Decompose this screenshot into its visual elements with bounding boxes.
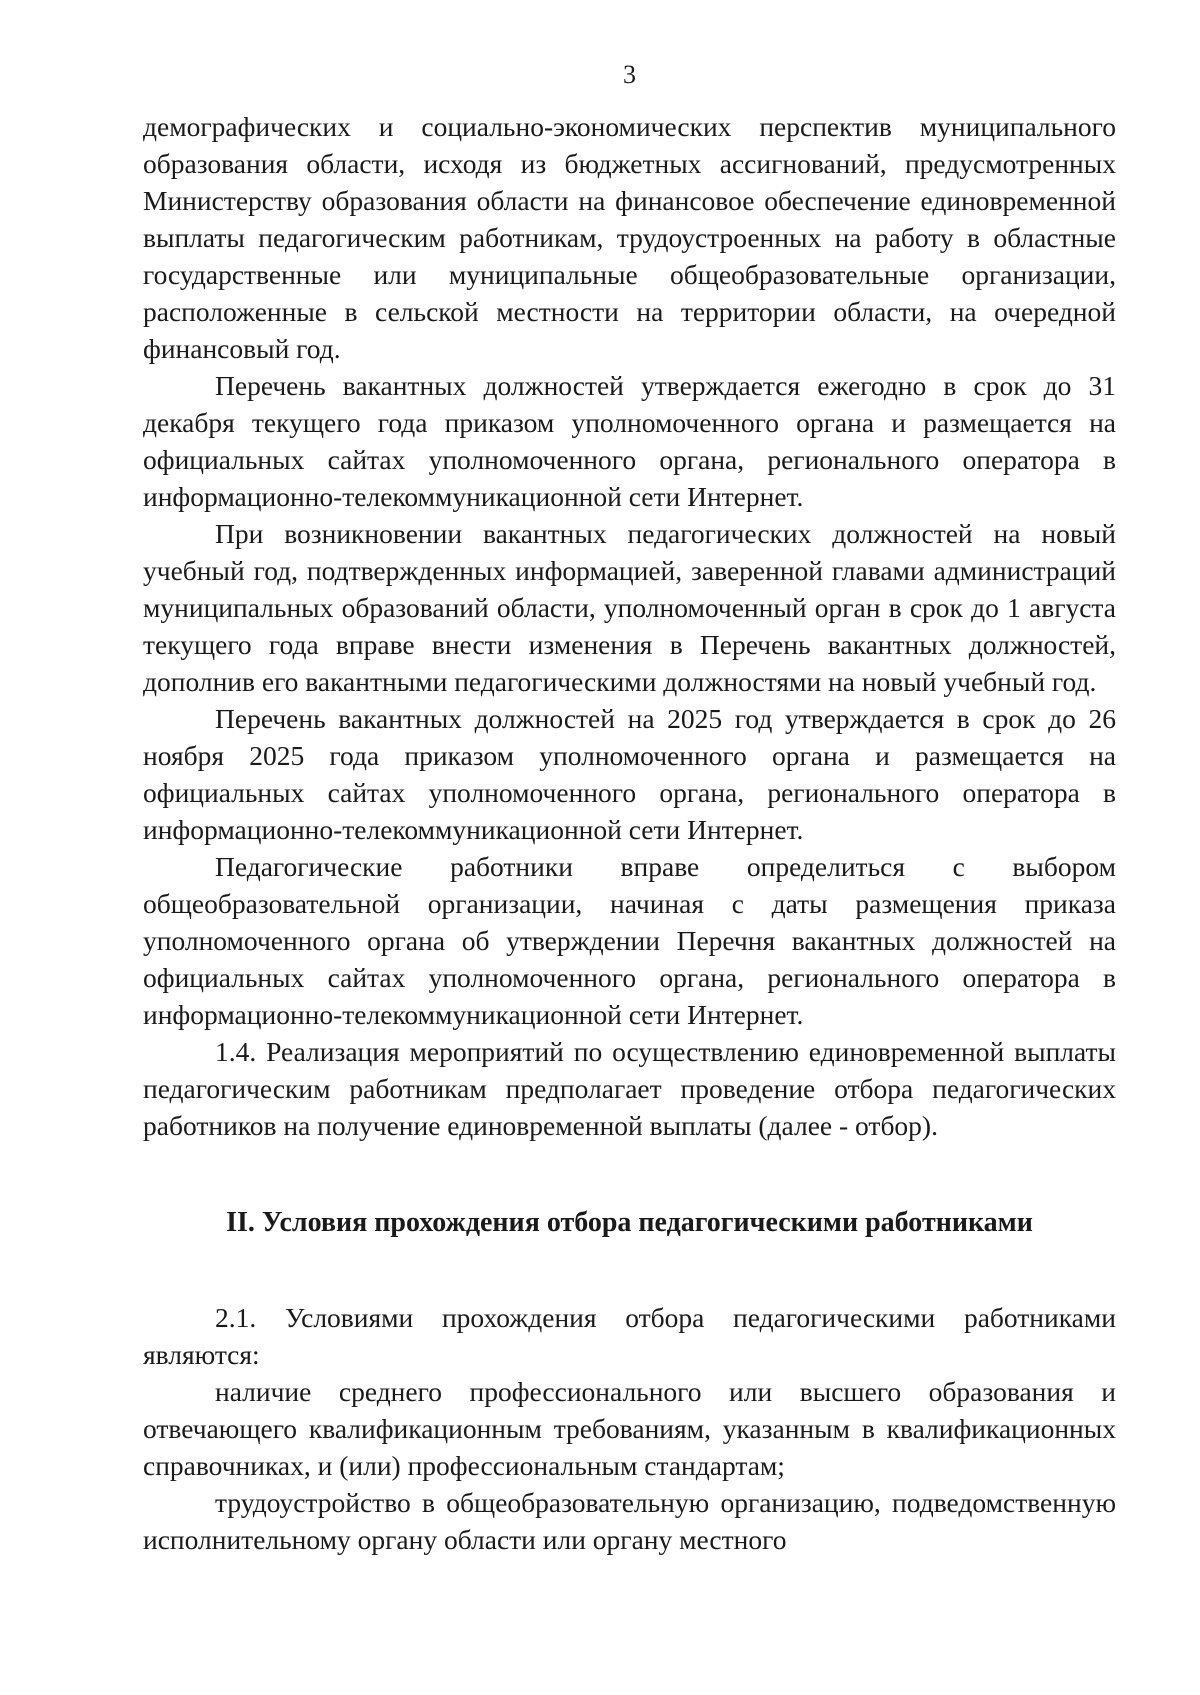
page-number: 3 xyxy=(623,60,636,89)
section-heading: II. Условия прохождения отбора педагогическими работниками xyxy=(226,1207,1033,1238)
paragraph-clause-2-1: 2.1. Условиями прохождения отбора педагогическими работниками являются: xyxy=(143,1302,1116,1370)
paragraph-teacher-choice: Педагогические работники вправе определиться с выбором общеобразовательной организации, начиная с даты размещения приказа уполномоченного органа об утверждении Перечня вакантных должностей на официальных сайтах уполномоченного органа, регионального оператора в информационно-телекоммуникационной сети Интернет. xyxy=(143,851,1116,1030)
document-page xyxy=(143,60,1116,1680)
paragraph-education-condition: наличие среднего профессионального или высшего образования и отвечающего квалификационным требованиям, указанным в квалификационных справочниках, и (или) профессиональным стандартам; xyxy=(143,1376,1116,1481)
paragraph-continuation: демографических и социально-экономических перспектив муниципального образования области, исходя из бюджетных ассигнований, предусмотренных Министерству образования области на финансовое обеспечение единовременной выплаты педагогическим работникам, трудоустроенных на работу в областные государственные или муниципальные общеобразовательные организации, расположенные в сельской местности на территории области, на очередной финансовый год. xyxy=(143,111,1116,364)
paragraph-new-vacancies: При возникновении вакантных педагогических должностей на новый учебный год, подтвержденных информацией, заверенной главами администраций муниципальных образований области, уполномоченный орган в срок до 1 августа текущего года вправе внести изменения в Перечень вакантных должностей, дополнив его вакантными педагогическими должностями на новый учебный год. xyxy=(143,518,1116,697)
paragraph-clause-1-4: 1.4. Реализация мероприятий по осуществлению единовременной выплаты педагогическим работникам предполагает проведение отбора педагогических работников на получение единовременной выплаты (далее - отбор). xyxy=(143,1036,1116,1141)
paragraph-vacancy-list-approval: Перечень вакантных должностей утверждается ежегодно в срок до 31 декабря текущего года приказом уполномоченного органа и размещается на официальных сайтах уполномоченного органа, регионального оператора в информационно-телекоммуникационной сети Интернет. xyxy=(143,370,1116,512)
paragraph-vacancy-list-2025: Перечень вакантных должностей на 2025 год утверждается в срок до 26 ноября 2025 года приказом уполномоченного органа и размещается на официальных сайтах уполномоченного органа, регионального оператора в информационно-телекоммуникационной сети Интернет. xyxy=(143,703,1116,845)
paragraph-employment-condition: трудоустройство в общеобразовательную организацию, подведомственную исполнительному органу области или органу местного xyxy=(143,1487,1116,1555)
